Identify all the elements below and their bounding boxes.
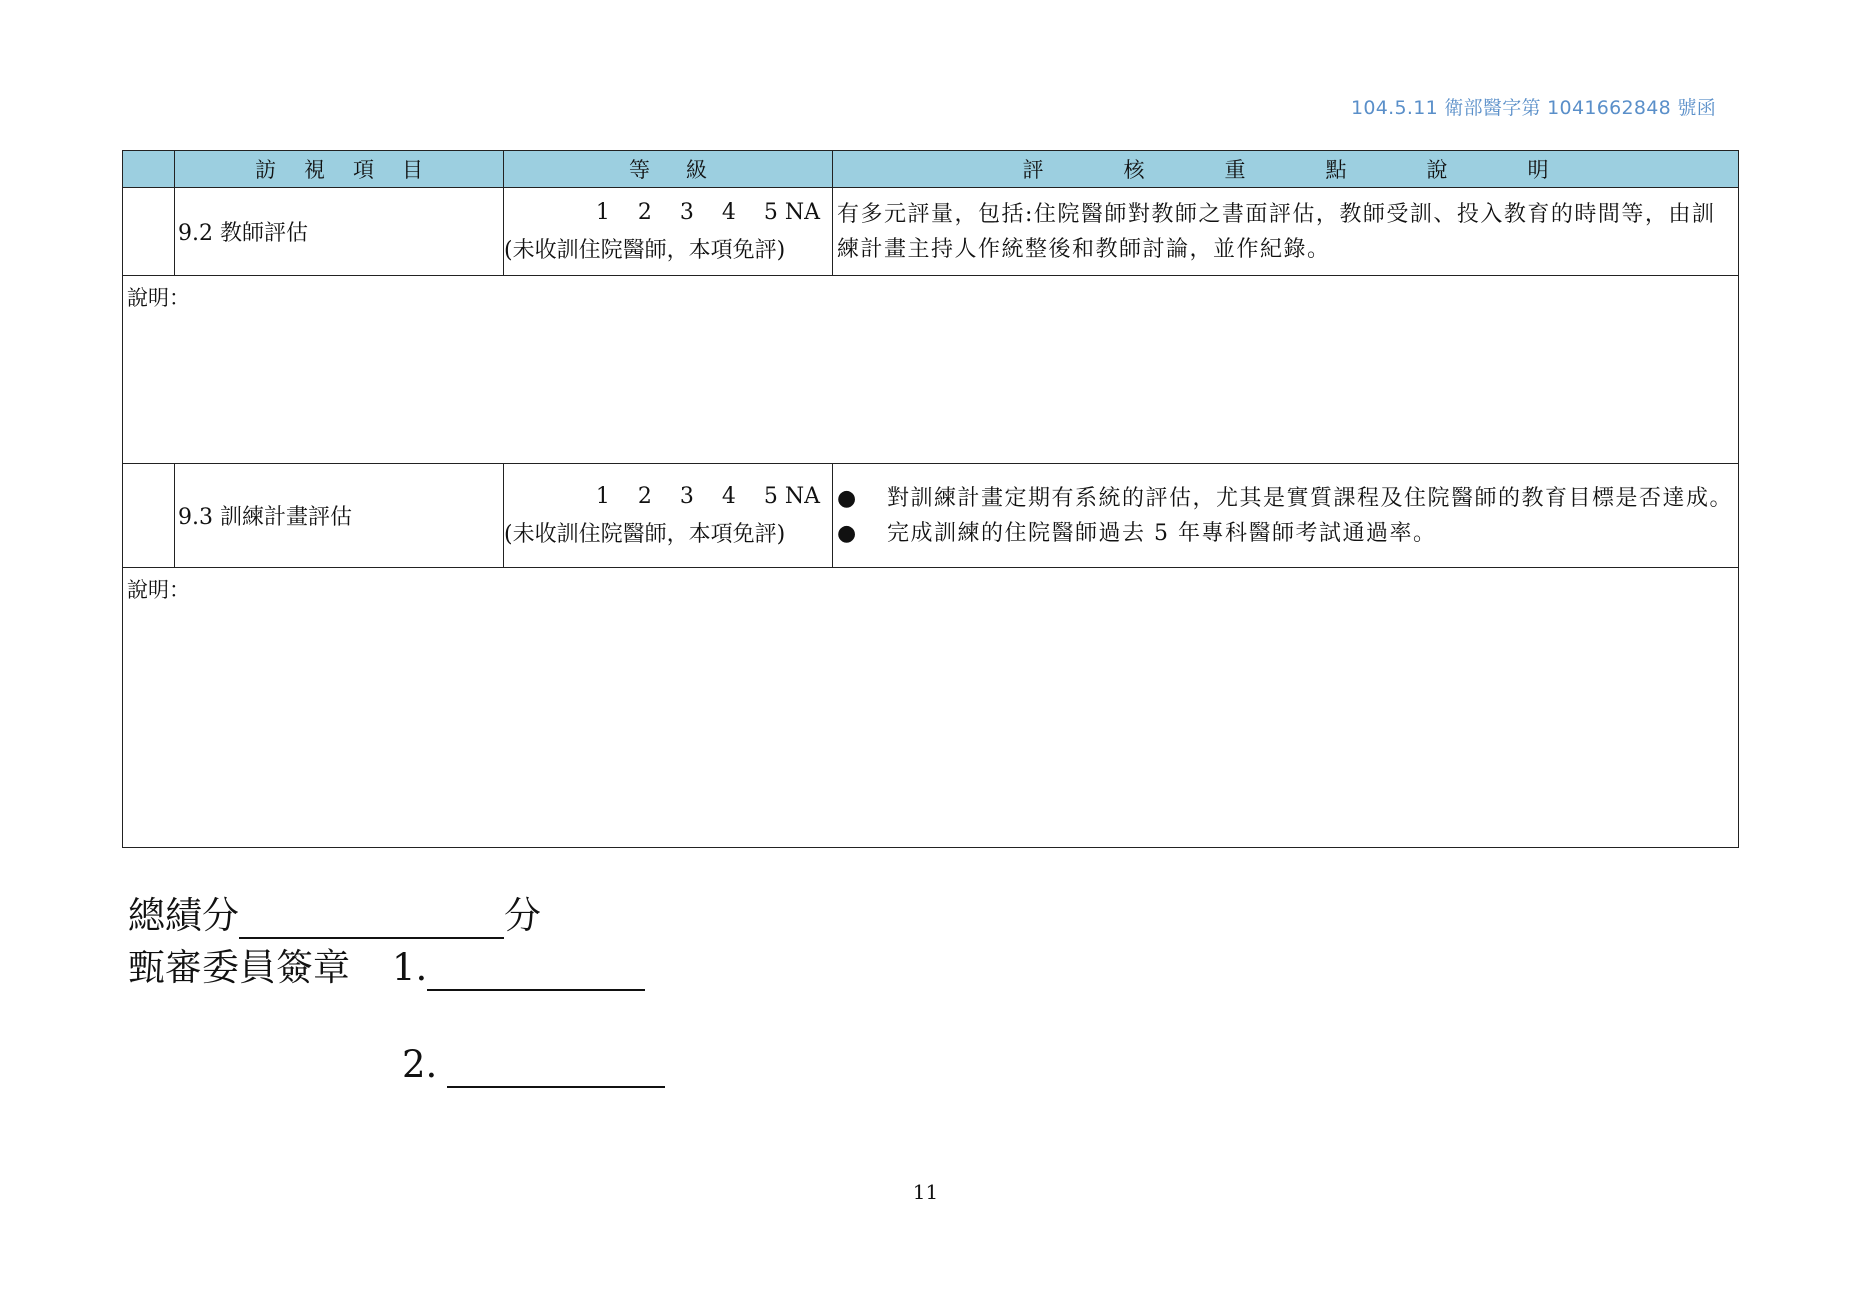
grade-exemption-note: (未收訓住院醫師，本項免評) xyxy=(504,237,786,263)
signer-2-number: 2. xyxy=(402,1043,438,1086)
total-score-label: 總績分 xyxy=(128,894,239,937)
bullet-icon: ● xyxy=(837,520,858,546)
list-item: ● 完成訓練的住院醫師過去 5 年專科醫師考試通過率。 xyxy=(837,516,1734,551)
table-row xyxy=(123,464,1739,568)
total-score-unit: 分 xyxy=(504,894,541,937)
row-blank-cell xyxy=(123,188,175,276)
table-row xyxy=(123,188,1739,276)
assessment-focus-list xyxy=(833,464,1739,568)
header-blank xyxy=(123,151,175,188)
signature-line-2 xyxy=(402,1043,665,1088)
table-header-row xyxy=(123,151,1739,188)
grade-scale: 1 2 3 4 5 NA xyxy=(595,199,820,225)
item-name: 9.3 訓練計畫評估 xyxy=(175,464,504,568)
signer-1-field[interactable] xyxy=(427,946,645,991)
header-assessment-focus: 評 核 重 點 說 明 xyxy=(833,151,1739,188)
evaluation-table xyxy=(122,150,1739,848)
page-number: 11 xyxy=(912,1180,939,1204)
grade-scale: 1 2 3 4 5 NA xyxy=(595,483,820,509)
notes-label: 說明： xyxy=(127,286,190,310)
bullet-icon: ● xyxy=(837,485,858,511)
header-grade: 等 級 xyxy=(504,151,833,188)
list-item: ● 對訓練計畫定期有系統的評估，尤其是實質課程及住院醫師的教育目標是否達成。 xyxy=(837,481,1734,516)
signature-line-1 xyxy=(128,937,645,991)
header-visit-item: 訪 視 項 目 xyxy=(175,151,504,188)
grade-exemption-note: (未收訓住院醫師，本項免評) xyxy=(504,521,786,547)
notes-label: 說明： xyxy=(127,578,190,602)
signer-1-number: 1. xyxy=(392,946,428,989)
signer-2-field[interactable] xyxy=(447,1043,665,1088)
document-reference: 104.5.11 衛部醫字第 1041662848 號函 xyxy=(1350,97,1716,119)
grade-cell xyxy=(504,188,833,276)
notes-field[interactable] xyxy=(123,276,1739,464)
notes-row xyxy=(123,568,1739,848)
signature-label: 甄審委員簽章 xyxy=(128,946,350,989)
grade-cell xyxy=(504,464,833,568)
row-blank-cell xyxy=(123,464,175,568)
total-score-field[interactable] xyxy=(239,894,504,939)
notes-field[interactable] xyxy=(123,568,1739,848)
total-score-line xyxy=(128,885,541,939)
item-name: 9.2 教師評估 xyxy=(175,188,504,276)
notes-row xyxy=(123,276,1739,464)
assessment-focus-text: 有多元評量，包括:住院醫師對教師之書面評估，教師受訓、投入教育的時間等，由訓練計畫主持人作統整後和教師討論，並作紀錄。 xyxy=(833,188,1739,276)
